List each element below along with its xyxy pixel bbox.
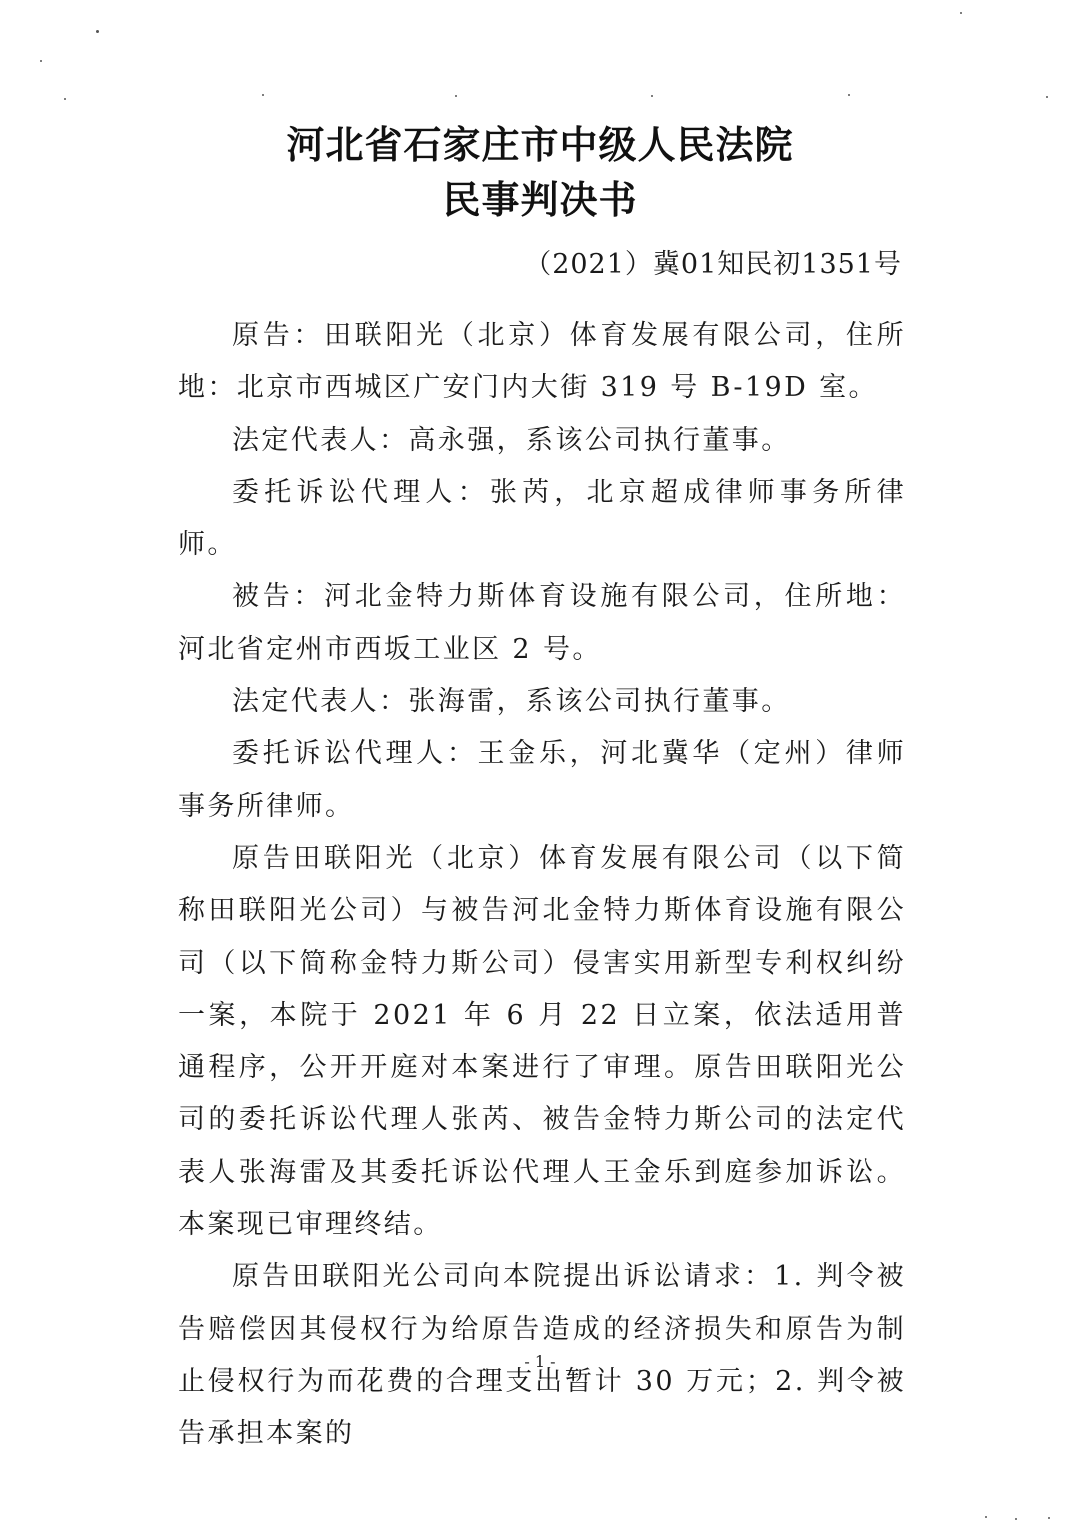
- defendant-legal-rep: 法定代表人：张海雷，系该公司执行董事。: [232, 686, 791, 718]
- scan-speck: [1046, 96, 1048, 98]
- scan-speck: [96, 30, 99, 33]
- scan-speck: [1015, 1518, 1017, 1520]
- plaintiff-agent: 委托诉讼代理人：张芮，北京超成律师事务所律师。: [178, 476, 906, 561]
- scan-speck: [848, 94, 850, 96]
- scan-speck: [1048, 1517, 1050, 1519]
- scan-speck: [651, 95, 653, 97]
- case-background-paragraph: 原告田联阳光（北京）体育发展有限公司（以下简称田联阳光公司）与被告河北金特力斯体育设施有限公司（以下简称金特力斯公司）侵害实用新型专利权纠纷一案，本院于 2021 年 6 月 22 日立案，依法适用普通程序，公开开庭对本案进行了审理。原告田联阳光公司的委托诉讼代理人张芮、被告金特力斯公司的法定代表人张海雷及其委托诉讼代理人王金乐到庭参加诉讼。本案现已审理终结。: [178, 842, 906, 1241]
- page-number: - 1 -: [524, 1352, 556, 1371]
- scan-speck: [455, 95, 457, 97]
- court-name: 河北省石家庄市中级人民法院: [286, 122, 794, 167]
- scan-speck: [985, 1516, 987, 1518]
- judgment-body: [178, 310, 906, 1461]
- scan-speck: [40, 60, 42, 62]
- plaintiff-legal-rep: 法定代表人：高永强，系该公司执行董事。: [232, 424, 791, 456]
- document-type: 民事判决书: [442, 177, 638, 222]
- plaintiff-paragraph: 原告：田联阳光（北京）体育发展有限公司，住所地：北京市西城区广安门内大街 319 号 B-19D 室。: [178, 320, 906, 404]
- case-number: （2021）冀01知民初1351号: [524, 249, 902, 280]
- scan-speck: [64, 98, 66, 100]
- defendant-agent: 委托诉讼代理人：王金乐，河北冀华（定州）律师事务所律师。: [178, 738, 906, 822]
- defendant-paragraph: 被告：河北金特力斯体育设施有限公司，住所地：河北省定州市西坂工业区 2 号。: [178, 581, 906, 665]
- scan-speck: [960, 12, 962, 14]
- claims-paragraph: 原告田联阳光公司向本院提出诉讼请求：1. 判令被告赔偿因其侵权行为给原告造成的经济损失和原告为制止侵权行为而花费的合理支出暂计 30 万元；2. 判令被告承担本案的: [178, 1261, 906, 1450]
- scan-speck: [262, 94, 264, 96]
